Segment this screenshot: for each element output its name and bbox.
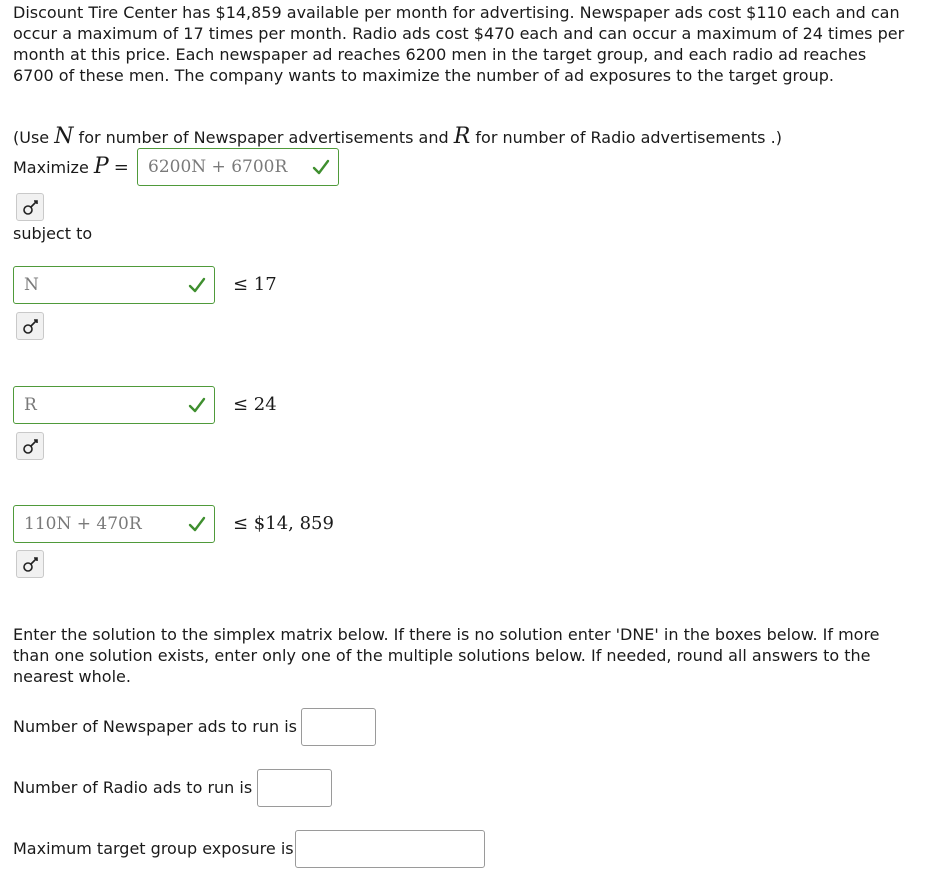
math-editor-icon: [22, 199, 40, 217]
constraint-1-field[interactable]: [13, 266, 215, 304]
max-exposure-label: Maximum target group exposure is: [13, 839, 294, 858]
objective-answer-value: 6200N + 6700R: [148, 157, 288, 177]
radio-ads-input[interactable]: [257, 769, 332, 807]
objective-label: Maximize P =: [13, 154, 129, 179]
radio-label: Number of Radio ads to run is: [13, 778, 253, 797]
subject-to-label: subject to: [13, 224, 93, 243]
problem-statement: Discount Tire Center has $14,859 available per month for advertising. Newspaper ads cost $110 each and can occur a maximum of 17 times per month. Radio ads cost $470 each and can occur a maximum of 24 times per month at this price. Each newspaper ad reaches 6200 men in the target group, and each radio ad reaches 6700 of these men. The company wants to maximize the number of ad exposures to the target group.: [13, 3, 905, 85]
checkmark-icon: [188, 397, 206, 413]
objective-answer-field[interactable]: [137, 148, 339, 186]
checkmark-icon: [312, 159, 330, 175]
constraint-1-value: N: [24, 275, 39, 295]
checkmark-icon: [188, 516, 206, 532]
constraint-2-rhs: ≤ 24: [233, 394, 277, 415]
equals-sign: =: [113, 157, 129, 178]
math-editor-icon: [22, 438, 40, 456]
constraint-1-rhs: ≤ 17: [233, 274, 277, 295]
var-n: N: [54, 124, 74, 149]
constraint-2-value: R: [24, 395, 37, 415]
math-editor-button[interactable]: [16, 193, 44, 221]
math-editor-button[interactable]: [16, 432, 44, 460]
newspaper-label: Number of Newspaper ads to run is: [13, 717, 297, 736]
variable-note: (Use N for number of Newspaper advertisements and R for number of Radio advertisements .): [13, 124, 782, 149]
objective-var: P: [93, 154, 109, 179]
checkmark-icon: [188, 277, 206, 293]
newspaper-ads-input[interactable]: [301, 708, 376, 746]
constraint-2-field[interactable]: [13, 386, 215, 424]
constraint-3-field[interactable]: [13, 505, 215, 543]
math-editor-icon: [22, 318, 40, 336]
solution-instructions: Enter the solution to the simplex matrix below. If there is no solution enter 'DNE' in the boxes below. If more than one solution exists, enter only one of the multiple solutions below. If needed, round all answers to the nearest whole.: [13, 625, 880, 686]
math-editor-button[interactable]: [16, 550, 44, 578]
var-r: R: [453, 124, 471, 149]
max-exposure-input[interactable]: [295, 830, 485, 868]
constraint-3-rhs: ≤ $14, 859: [233, 513, 334, 534]
math-editor-button[interactable]: [16, 312, 44, 340]
math-editor-icon: [22, 556, 40, 574]
constraint-3-value: 110N + 470R: [24, 514, 142, 534]
